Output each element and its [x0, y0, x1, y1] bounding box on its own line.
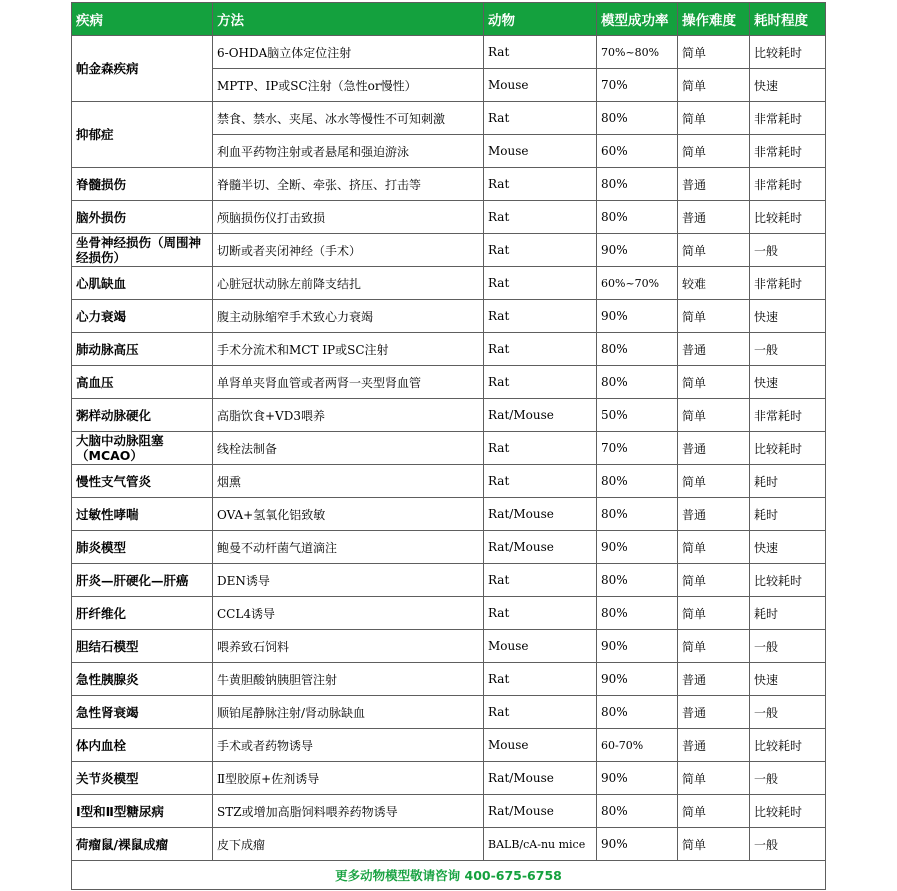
table-row — [72, 597, 826, 630]
difficulty-cell: 普通 — [678, 201, 750, 234]
animal-cell: Mouse — [484, 729, 597, 762]
difficulty-cell: 简单 — [678, 234, 750, 267]
animal-cell: Mouse — [484, 135, 597, 168]
disease-cell: 慢性支气管炎 — [72, 465, 213, 498]
disease-cell: 急性胰腺炎 — [72, 663, 213, 696]
success-rate-cell: 80% — [597, 795, 678, 828]
method-cell: 6-OHDA脑立体定位注射 — [213, 36, 484, 69]
animal-cell: Mouse — [484, 69, 597, 102]
success-rate-cell: 90% — [597, 234, 678, 267]
animal-model-table-container — [71, 2, 825, 890]
time-cost-cell: 非常耗时 — [750, 168, 826, 201]
header-row — [72, 3, 826, 36]
disease-cell: 高血压 — [72, 366, 213, 399]
difficulty-cell: 普通 — [678, 333, 750, 366]
time-cost-cell: 比较耗时 — [750, 795, 826, 828]
table-row — [72, 36, 826, 69]
method-cell: 手术或者药物诱导 — [213, 729, 484, 762]
table-row — [72, 201, 826, 234]
disease-cell: Ⅰ型和Ⅱ型糖尿病 — [72, 795, 213, 828]
difficulty-cell: 较难 — [678, 267, 750, 300]
method-cell: 脊髓半切、全断、牵张、挤压、打击等 — [213, 168, 484, 201]
animal-cell: Rat — [484, 333, 597, 366]
time-cost-cell: 一般 — [750, 828, 826, 861]
method-cell: 腹主动脉缩窄手术致心力衰竭 — [213, 300, 484, 333]
table-row — [72, 432, 826, 465]
table-row — [72, 102, 826, 135]
disease-cell: 胆结石模型 — [72, 630, 213, 663]
success-rate-cell: 90% — [597, 531, 678, 564]
table-row — [72, 300, 826, 333]
success-rate-cell: 60% — [597, 135, 678, 168]
animal-cell: Rat — [484, 663, 597, 696]
animal-cell: Rat/Mouse — [484, 498, 597, 531]
method-cell: 喂养致石饲料 — [213, 630, 484, 663]
time-cost-cell: 非常耗时 — [750, 102, 826, 135]
method-cell: 手术分流术和MCT IP或SC注射 — [213, 333, 484, 366]
difficulty-cell: 普通 — [678, 432, 750, 465]
success-rate-cell: 70%~80% — [597, 36, 678, 69]
time-cost-cell: 非常耗时 — [750, 399, 826, 432]
table-row — [72, 795, 826, 828]
difficulty-cell: 简单 — [678, 135, 750, 168]
difficulty-cell: 简单 — [678, 69, 750, 102]
table-row — [72, 762, 826, 795]
success-rate-cell: 70% — [597, 432, 678, 465]
time-cost-cell: 一般 — [750, 333, 826, 366]
method-cell: 高脂饮食+VD3喂养 — [213, 399, 484, 432]
success-rate-cell: 80% — [597, 597, 678, 630]
table-row — [72, 465, 826, 498]
success-rate-cell: 60%~70% — [597, 267, 678, 300]
disease-cell: 帕金森疾病 — [72, 36, 213, 102]
difficulty-cell: 简单 — [678, 597, 750, 630]
success-rate-cell: 80% — [597, 168, 678, 201]
disease-cell: 急性肾衰竭 — [72, 696, 213, 729]
table-row — [72, 366, 826, 399]
method-cell: 顺铂尾静脉注射/肾动脉缺血 — [213, 696, 484, 729]
time-cost-cell: 一般 — [750, 762, 826, 795]
animal-cell: Rat — [484, 696, 597, 729]
success-rate-cell: 80% — [597, 564, 678, 597]
disease-cell: 肝炎—肝硬化—肝癌 — [72, 564, 213, 597]
animal-cell: Mouse — [484, 630, 597, 663]
success-rate-cell: 80% — [597, 201, 678, 234]
disease-cell: 心肌缺血 — [72, 267, 213, 300]
success-rate-cell: 80% — [597, 102, 678, 135]
disease-cell: 肝纤维化 — [72, 597, 213, 630]
header-disease: 疾病 — [72, 3, 213, 36]
table-row — [72, 564, 826, 597]
disease-cell: 坐骨神经损伤（周围神经损伤） — [72, 234, 213, 267]
time-cost-cell: 比较耗时 — [750, 36, 826, 69]
difficulty-cell: 普通 — [678, 168, 750, 201]
time-cost-cell: 快速 — [750, 663, 826, 696]
difficulty-cell: 普通 — [678, 696, 750, 729]
difficulty-cell: 简单 — [678, 564, 750, 597]
table-row — [72, 828, 826, 861]
success-rate-cell: 90% — [597, 762, 678, 795]
method-cell: OVA+氢氧化铝致敏 — [213, 498, 484, 531]
difficulty-cell: 简单 — [678, 795, 750, 828]
time-cost-cell: 耗时 — [750, 465, 826, 498]
difficulty-cell: 简单 — [678, 300, 750, 333]
animal-cell: Rat/Mouse — [484, 531, 597, 564]
time-cost-cell: 比较耗时 — [750, 432, 826, 465]
table-row — [72, 531, 826, 564]
method-cell: 鲍曼不动杆菌气道滴注 — [213, 531, 484, 564]
animal-cell: Rat — [484, 201, 597, 234]
difficulty-cell: 简单 — [678, 531, 750, 564]
difficulty-cell: 普通 — [678, 498, 750, 531]
table-row — [72, 729, 826, 762]
disease-cell: 脑外损伤 — [72, 201, 213, 234]
time-cost-cell: 一般 — [750, 234, 826, 267]
method-cell: DEN诱导 — [213, 564, 484, 597]
method-cell: 牛黄胆酸钠胰胆管注射 — [213, 663, 484, 696]
time-cost-cell: 一般 — [750, 630, 826, 663]
difficulty-cell: 简单 — [678, 828, 750, 861]
footer-row — [72, 861, 826, 890]
success-rate-cell: 60-70% — [597, 729, 678, 762]
success-rate-cell: 80% — [597, 465, 678, 498]
animal-model-table — [71, 2, 826, 890]
table-row — [72, 498, 826, 531]
method-cell: 心脏冠状动脉左前降支结扎 — [213, 267, 484, 300]
time-cost-cell: 快速 — [750, 531, 826, 564]
difficulty-cell: 普通 — [678, 663, 750, 696]
table-row — [72, 234, 826, 267]
animal-cell: Rat — [484, 564, 597, 597]
animal-cell: Rat — [484, 267, 597, 300]
disease-cell: 荷瘤鼠/裸鼠成瘤 — [72, 828, 213, 861]
time-cost-cell: 非常耗时 — [750, 267, 826, 300]
animal-cell: Rat — [484, 597, 597, 630]
table-row — [72, 663, 826, 696]
table-row — [72, 399, 826, 432]
time-cost-cell: 耗时 — [750, 498, 826, 531]
time-cost-cell: 耗时 — [750, 597, 826, 630]
method-cell: STZ或增加高脂饲料喂养药物诱导 — [213, 795, 484, 828]
difficulty-cell: 简单 — [678, 366, 750, 399]
success-rate-cell: 90% — [597, 663, 678, 696]
method-cell: 单肾单夹肾血管或者两肾一夹型肾血管 — [213, 366, 484, 399]
animal-cell: Rat — [484, 432, 597, 465]
success-rate-cell: 90% — [597, 300, 678, 333]
success-rate-cell: 80% — [597, 366, 678, 399]
success-rate-cell: 80% — [597, 696, 678, 729]
difficulty-cell: 简单 — [678, 36, 750, 69]
animal-cell: Rat/Mouse — [484, 762, 597, 795]
table-row — [72, 696, 826, 729]
animal-cell: Rat — [484, 102, 597, 135]
animal-cell: BALB/cA-nu mice — [484, 828, 597, 861]
header-difficulty: 操作难度 — [678, 3, 750, 36]
header-time-cost: 耗时程度 — [750, 3, 826, 36]
disease-cell: 心力衰竭 — [72, 300, 213, 333]
time-cost-cell: 比较耗时 — [750, 729, 826, 762]
method-cell: 利血平药物注射或者悬尾和强迫游泳 — [213, 135, 484, 168]
animal-cell: Rat — [484, 300, 597, 333]
method-cell: 烟熏 — [213, 465, 484, 498]
animal-cell: Rat — [484, 234, 597, 267]
method-cell: 皮下成瘤 — [213, 828, 484, 861]
success-rate-cell: 90% — [597, 828, 678, 861]
header-success-rate: 模型成功率 — [597, 3, 678, 36]
difficulty-cell: 简单 — [678, 630, 750, 663]
success-rate-cell: 50% — [597, 399, 678, 432]
disease-cell: 粥样动脉硬化 — [72, 399, 213, 432]
animal-cell: Rat — [484, 366, 597, 399]
difficulty-cell: 简单 — [678, 102, 750, 135]
disease-cell: 大脑中动脉阻塞（MCAO） — [72, 432, 213, 465]
method-cell: MPTP、IP或SC注射（急性or慢性） — [213, 69, 484, 102]
method-cell: Ⅱ型胶原+佐剂诱导 — [213, 762, 484, 795]
success-rate-cell: 80% — [597, 498, 678, 531]
success-rate-cell: 90% — [597, 630, 678, 663]
header-animal: 动物 — [484, 3, 597, 36]
method-cell: 颅脑损伤仪打击致损 — [213, 201, 484, 234]
difficulty-cell: 普通 — [678, 729, 750, 762]
disease-cell: 肺动脉高压 — [72, 333, 213, 366]
time-cost-cell: 快速 — [750, 300, 826, 333]
disease-cell: 抑郁症 — [72, 102, 213, 168]
success-rate-cell: 80% — [597, 333, 678, 366]
table-row — [72, 267, 826, 300]
animal-cell: Rat — [484, 465, 597, 498]
method-cell: 禁食、禁水、夹尾、冰水等慢性不可知刺激 — [213, 102, 484, 135]
time-cost-cell: 一般 — [750, 696, 826, 729]
difficulty-cell: 简单 — [678, 762, 750, 795]
method-cell: 切断或者夹闭神经（手术） — [213, 234, 484, 267]
table-row — [72, 333, 826, 366]
animal-cell: Rat/Mouse — [484, 399, 597, 432]
header-method: 方法 — [213, 3, 484, 36]
method-cell: CCL4诱导 — [213, 597, 484, 630]
disease-cell: 脊髓损伤 — [72, 168, 213, 201]
disease-cell: 关节炎模型 — [72, 762, 213, 795]
table-row — [72, 168, 826, 201]
animal-cell: Rat — [484, 168, 597, 201]
animal-cell: Rat — [484, 36, 597, 69]
contact-footer: 更多动物模型敬请咨询 400-675-6758 — [72, 861, 826, 890]
difficulty-cell: 简单 — [678, 399, 750, 432]
difficulty-cell: 简单 — [678, 465, 750, 498]
success-rate-cell: 70% — [597, 69, 678, 102]
method-cell: 线栓法制备 — [213, 432, 484, 465]
disease-cell: 肺炎模型 — [72, 531, 213, 564]
animal-cell: Rat/Mouse — [484, 795, 597, 828]
disease-cell: 体内血栓 — [72, 729, 213, 762]
table-row — [72, 630, 826, 663]
time-cost-cell: 比较耗时 — [750, 201, 826, 234]
time-cost-cell: 比较耗时 — [750, 564, 826, 597]
time-cost-cell: 快速 — [750, 366, 826, 399]
time-cost-cell: 非常耗时 — [750, 135, 826, 168]
time-cost-cell: 快速 — [750, 69, 826, 102]
disease-cell: 过敏性哮喘 — [72, 498, 213, 531]
